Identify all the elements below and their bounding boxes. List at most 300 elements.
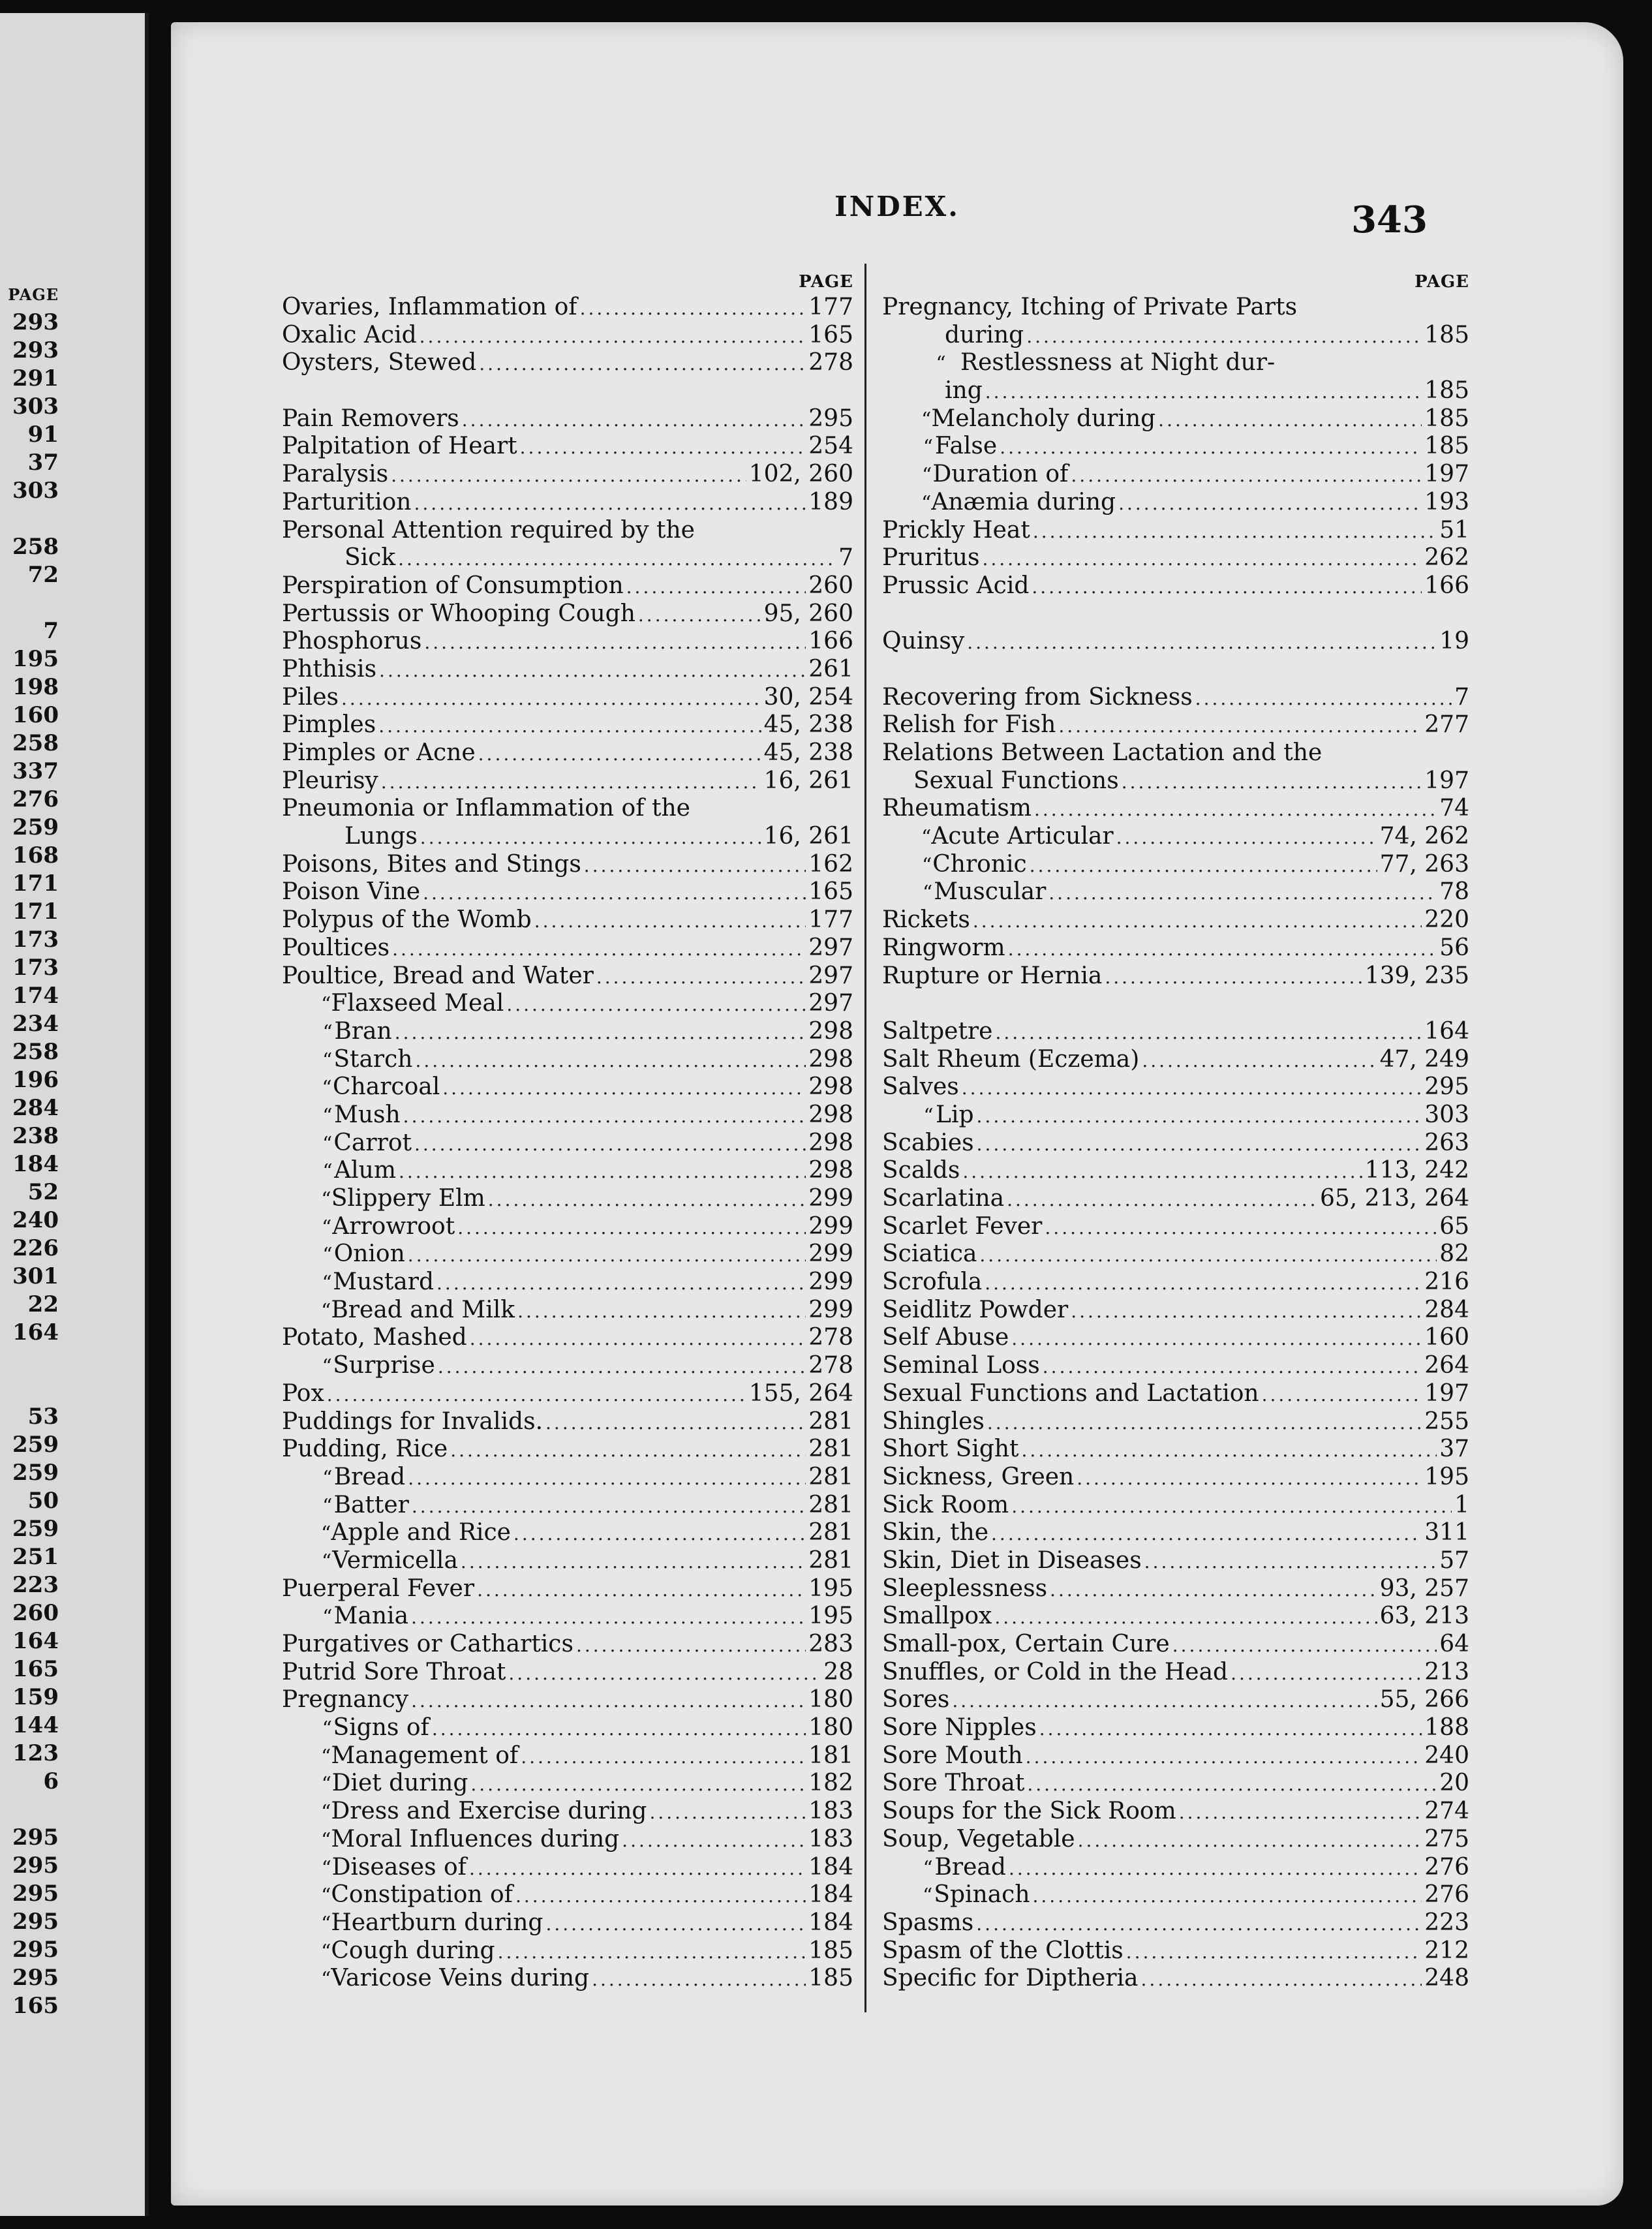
facing-page-number: 295 (12, 1852, 59, 1879)
leader-dots (976, 1911, 1422, 1939)
leader-dots (576, 1632, 806, 1660)
entry-page: 189 (808, 488, 853, 515)
leader-dots (596, 964, 806, 992)
entry-label: Sore Mouth (882, 1742, 1023, 1769)
leader-dots (1077, 1465, 1422, 1493)
entry-label: Scarlet Fever (882, 1212, 1043, 1240)
ditto-mark: “ (921, 826, 932, 850)
leader-dots (1071, 462, 1422, 490)
index-entry (282, 1464, 853, 1492)
leader-dots (545, 1409, 806, 1437)
leader-dots (982, 546, 1422, 574)
ditto-mark: “ (321, 993, 331, 1017)
leader-dots (399, 1158, 806, 1186)
leader-dots (979, 1242, 1437, 1270)
leader-dots (952, 1687, 1377, 1715)
entry-page: 180 (808, 1714, 853, 1742)
index-entry (282, 1742, 853, 1770)
index-entry (882, 1714, 1469, 1742)
entry-page: 298 (808, 1129, 853, 1156)
entry-page: 160 (1424, 1324, 1469, 1351)
leader-dots (403, 1103, 806, 1131)
ditto-mark: “ (321, 1522, 331, 1546)
leader-dots (521, 1744, 806, 1772)
entry-page: 45, 238 (763, 739, 853, 766)
leader-dots (1048, 880, 1437, 908)
entry-page: 56 (1439, 934, 1469, 961)
entry-page: 298 (808, 1101, 853, 1128)
facing-page-number: 198 (12, 674, 59, 700)
entry-page: 278 (808, 349, 853, 377)
index-entry (282, 1770, 853, 1798)
entry-page: 262 (1424, 544, 1469, 572)
index-entry (282, 767, 853, 795)
entry-label: Specific for Diptheria (882, 1965, 1139, 1992)
facing-page-number: 258 (12, 534, 59, 560)
entry-page: 197 (1424, 1379, 1469, 1407)
ditto-mark: “ (321, 1216, 332, 1239)
entry-label: Phthisis (282, 655, 377, 683)
leader-dots (534, 908, 806, 936)
facing-page-number: 295 (12, 1937, 59, 1963)
leader-dots (1058, 713, 1422, 741)
entry-page: 47, 249 (1379, 1045, 1469, 1073)
entry-page: 166 (808, 628, 853, 655)
entry-page: 298 (808, 1073, 853, 1101)
leader-dots (1008, 936, 1437, 964)
index-entry (882, 517, 1469, 545)
entry-label: Pruritus (882, 544, 980, 572)
index-entry (882, 1937, 1469, 1965)
entry-label: Poultices (282, 934, 390, 961)
entry-label: Pregnancy (282, 1686, 409, 1714)
index-entry (282, 628, 853, 656)
entry-label: Rickets (882, 906, 970, 934)
index-entry (282, 1492, 853, 1520)
index-entry (882, 906, 1469, 934)
leader-dots (508, 1660, 821, 1688)
index-entry (882, 544, 1469, 572)
ditto-mark: “ (322, 1077, 332, 1100)
leader-dots (1078, 1827, 1422, 1855)
entry-page: 164 (1424, 1017, 1469, 1045)
index-entry (882, 489, 1469, 517)
leader-dots (985, 378, 1422, 407)
entry-page: 165 (808, 878, 853, 906)
entry-label: Sexual Functions and Lactation (882, 1379, 1259, 1407)
leader-dots (478, 741, 761, 769)
index-entry (882, 1770, 1469, 1798)
entry-label: Piles (282, 683, 339, 711)
index-entry (882, 1965, 1469, 1993)
entry-label: Sore Throat (882, 1770, 1025, 1797)
leader-dots (450, 1437, 806, 1465)
leader-dots (977, 1103, 1422, 1131)
entry-page: 281 (808, 1463, 853, 1490)
index-entry (882, 767, 1469, 795)
leader-dots (469, 1855, 806, 1883)
leader-dots (1034, 796, 1437, 824)
entry-page: 7 (838, 544, 853, 572)
index-entry (882, 628, 1469, 656)
facing-page-number: 196 (12, 1067, 59, 1093)
entry-page: 16, 261 (763, 823, 853, 850)
facing-page-number: 6 (43, 1768, 59, 1794)
entry-page: 216 (1424, 1268, 1469, 1296)
entry-label: Poisons, Bites and Stings (282, 850, 581, 878)
entry-page: 37 (1439, 1436, 1469, 1463)
leader-dots (477, 1576, 806, 1605)
entry-page: 177 (808, 906, 853, 934)
leader-dots (392, 936, 806, 964)
index-entry (882, 377, 1469, 405)
index-entry (882, 1185, 1469, 1213)
index-entry (882, 1603, 1469, 1631)
entry-page: 295 (808, 405, 853, 432)
entry-label: Flaxseed Meal (331, 990, 504, 1017)
entry-label: Phosphorus (282, 628, 422, 655)
facing-page-number: 164 (12, 1628, 59, 1654)
entry-page: 223 (1424, 1909, 1469, 1936)
leader-dots (622, 1827, 806, 1855)
leader-dots (423, 880, 806, 908)
ditto-mark: “ (322, 1132, 333, 1156)
index-entry (282, 1631, 853, 1659)
entry-label: Oysters, Stewed (282, 349, 477, 377)
index-entry (882, 1547, 1469, 1575)
facing-page-number: 171 (12, 899, 59, 925)
entry-label: Personal Attention required by the (282, 516, 695, 544)
entry-label: Sick (344, 544, 396, 572)
entry-label: Management of (331, 1742, 519, 1769)
entry-label: Spasm of the Clottis (882, 1937, 1124, 1964)
index-entry (282, 489, 853, 517)
entry-label: Signs of (333, 1714, 429, 1742)
entry-label: Melancholy during (931, 405, 1156, 432)
entry-page: 276 (1424, 1881, 1469, 1909)
entry-page: 185 (1424, 405, 1469, 432)
index-entry (882, 405, 1469, 433)
facing-page-number: 144 (12, 1712, 59, 1738)
facing-page-number: 223 (12, 1572, 59, 1598)
entry-label: Soups for the Sick Room (882, 1798, 1176, 1825)
entry-page: 299 (808, 1212, 853, 1240)
leader-dots (1118, 490, 1422, 518)
entry-page: 30, 254 (763, 683, 853, 711)
facing-page-number (0, 1796, 59, 1824)
entry-label: Prussic Acid (882, 572, 1030, 599)
entry-label: Dress and Exercise during (331, 1798, 647, 1825)
index-entry (882, 1073, 1469, 1101)
ditto-mark: “ (321, 1773, 331, 1796)
leader-dots (1172, 1632, 1437, 1660)
entry-page: 184 (808, 1881, 853, 1909)
entry-label: Scarlatina (882, 1185, 1005, 1212)
ditto-mark: “ (322, 1466, 333, 1490)
entry-page: 162 (808, 850, 853, 878)
ditto-mark: “ (322, 1355, 332, 1379)
entry-label: Ringworm (882, 934, 1005, 961)
entry-label: Slippery Elm (331, 1185, 485, 1212)
ditto-mark: “ (322, 1021, 333, 1044)
leader-dots (1033, 1883, 1422, 1911)
leader-dots (442, 1075, 806, 1103)
index-entry (882, 1464, 1469, 1492)
index-entry (282, 990, 853, 1018)
facing-page-number: 72 (27, 562, 59, 588)
leader-dots (515, 1883, 806, 1911)
leader-dots (381, 769, 761, 797)
index-entry (882, 962, 1469, 991)
entry-page: 261 (808, 655, 853, 683)
entry-label: Chronic (932, 850, 1027, 878)
leader-dots (517, 1298, 806, 1326)
index-entry (282, 349, 853, 377)
entry-page: 295 (1424, 1073, 1469, 1101)
entry-label: ing (945, 377, 983, 405)
index-entry (282, 405, 853, 433)
entry-page: 281 (808, 1436, 853, 1463)
entry-page: 297 (808, 934, 853, 961)
entry-label: Shingles (882, 1407, 985, 1435)
index-entry (282, 1268, 853, 1297)
index-entry (282, 1213, 853, 1241)
entry-page: 177 (808, 294, 853, 320)
leader-dots (327, 1381, 746, 1409)
index-entry (882, 1631, 1469, 1659)
entry-label: Apple and Rice (331, 1519, 511, 1546)
index-entry (282, 1297, 853, 1325)
index-entry (882, 795, 1469, 823)
ditto-mark: “ (322, 1049, 333, 1072)
entry-page: 165 (808, 321, 853, 348)
entry-page: 77, 263 (1379, 850, 1469, 878)
entry-page: 195 (808, 1575, 853, 1602)
entry-page: 188 (1424, 1714, 1469, 1742)
facing-page-number: 238 (12, 1123, 59, 1149)
leader-dots (520, 434, 806, 462)
facing-page-number: 164 (12, 1319, 59, 1345)
entry-page: 183 (808, 1825, 853, 1852)
entry-label: Poultice, Bread and Water (282, 962, 594, 989)
index-entry (882, 1798, 1469, 1826)
entry-label: Parturition (282, 488, 412, 515)
entry-label: Self Abuse (882, 1324, 1009, 1351)
entry-label: Bread and Milk (331, 1296, 515, 1323)
entry-label: Skin, Diet in Diseases (882, 1546, 1142, 1574)
leader-dots (580, 295, 806, 323)
entry-label: Pimples or Acne (282, 739, 476, 766)
entry-label: Poison Vine (282, 878, 421, 906)
leader-dots (1122, 769, 1422, 797)
entry-label: Purgatives or Cathartics (282, 1631, 574, 1657)
entry-page: 298 (808, 1045, 853, 1073)
entry-page: 185 (1424, 377, 1469, 405)
entry-page: 166 (1424, 572, 1469, 599)
leader-dots (411, 1604, 806, 1632)
index-entry (282, 1352, 853, 1380)
facing-page-number: 259 (12, 814, 59, 840)
index-entry (882, 1436, 1469, 1464)
index-entry (882, 1826, 1469, 1854)
facing-page-number: 195 (12, 646, 59, 672)
index-entry (282, 1046, 853, 1074)
facing-page-number: 22 (27, 1291, 59, 1317)
facing-page-number: 234 (12, 1011, 59, 1037)
entry-page: 55, 266 (1379, 1686, 1469, 1714)
entry-page: 281 (808, 1491, 853, 1518)
entry-label: Small-pox, Certain Cure (882, 1631, 1170, 1657)
entry-page: 93, 257 (1379, 1575, 1469, 1602)
page-header-label: PAGE (799, 272, 853, 292)
entry-page: 65, 213, 264 (1319, 1185, 1469, 1212)
ditto-mark: “ (322, 1160, 333, 1184)
leader-dots (420, 824, 761, 852)
entry-label: Palpitation of Heart (282, 433, 517, 460)
leader-dots (479, 350, 806, 378)
ditto-mark: “ (922, 1884, 933, 1908)
leader-dots (432, 1715, 806, 1744)
leader-dots (506, 991, 806, 1019)
entry-label: Rupture or Hernia (882, 962, 1103, 989)
entry-label: Diseases of (331, 1853, 467, 1881)
index-entry (882, 934, 1469, 962)
index-entry (282, 294, 853, 322)
running-head: INDEX. (834, 191, 960, 223)
entry-page: 139, 235 (1364, 962, 1469, 989)
ditto-mark: “ (322, 1244, 333, 1267)
index-entry (282, 1519, 853, 1547)
facing-page-number: 165 (12, 1656, 59, 1682)
entry-label: Relish for Fish (882, 711, 1056, 739)
leader-dots (1026, 1744, 1422, 1772)
entry-label: Scabies (882, 1129, 974, 1156)
leader-dots (592, 1966, 806, 1994)
index-entry (282, 795, 853, 823)
facing-page-number: 184 (12, 1151, 59, 1177)
facing-page-number: 50 (27, 1488, 59, 1514)
index-column-left (282, 270, 853, 1993)
entry-page: 311 (1424, 1519, 1469, 1546)
index-spacer (882, 656, 1469, 684)
entry-label: Pudding, Rice (282, 1436, 448, 1463)
leader-dots (1011, 1493, 1452, 1521)
ditto-mark: “ (322, 1606, 333, 1629)
entry-page: 185 (808, 1937, 853, 1964)
entry-label: False (934, 433, 998, 460)
ditto-mark: “ (321, 1968, 331, 1991)
facing-page-number: 295 (12, 1965, 59, 1991)
leader-dots (1007, 1186, 1317, 1214)
entry-page: 284 (1424, 1296, 1469, 1323)
entry-page: 182 (808, 1770, 853, 1797)
leader-dots (420, 323, 806, 351)
entry-page: 298 (808, 1017, 853, 1045)
leader-dots (1158, 407, 1422, 435)
index-entry (882, 1519, 1469, 1547)
entry-page: 298 (808, 1157, 853, 1184)
leader-dots (1030, 852, 1377, 880)
leader-dots (416, 1047, 806, 1075)
index-entry (882, 684, 1469, 712)
entry-page: 180 (808, 1686, 853, 1714)
leader-dots (1027, 1771, 1437, 1799)
index-entry (282, 1826, 853, 1854)
entry-label: Diet during (331, 1770, 468, 1797)
index-entry (882, 1324, 1469, 1352)
entry-label: Starch (333, 1045, 413, 1073)
facing-page-number: 293 (12, 337, 59, 363)
index-entry (282, 572, 853, 600)
leader-dots (470, 1771, 806, 1799)
entry-page: 281 (808, 1519, 853, 1546)
ditto-mark: “ (322, 1717, 332, 1741)
index-entry (882, 1854, 1469, 1882)
ditto-mark: “ (922, 464, 932, 487)
index-spacer (882, 600, 1469, 628)
leader-dots (995, 1019, 1422, 1047)
facing-page-number: 53 (27, 1404, 59, 1430)
entry-page: 212 (1424, 1937, 1469, 1964)
index-page (171, 22, 1623, 2206)
entry-label: Seminal Loss (882, 1352, 1040, 1379)
facing-page-number: 7 (43, 618, 59, 644)
entry-page: 102, 260 (748, 461, 853, 488)
facing-page-number: 173 (12, 927, 59, 953)
index-entry (282, 962, 853, 991)
entry-label: Charcoal (333, 1073, 440, 1101)
entry-label: Potato, Mashed (282, 1324, 467, 1351)
entry-label: Rheumatism (882, 795, 1032, 822)
leader-dots (1026, 323, 1422, 351)
entry-label: Mustard (333, 1268, 435, 1296)
leader-dots (398, 546, 836, 574)
ditto-mark: “ (921, 491, 932, 515)
entry-page: 278 (808, 1324, 853, 1351)
entry-label: Pertussis or Whooping Cough (282, 600, 635, 627)
facing-page-number: 168 (12, 842, 59, 869)
entry-page: 303 (1424, 1101, 1469, 1128)
index-entry (282, 544, 853, 572)
entry-label: Oxalic Acid (282, 321, 417, 348)
facing-page-number: 303 (12, 478, 59, 504)
entry-label: Quinsy (882, 628, 965, 655)
entry-page: 254 (808, 433, 853, 460)
facing-page-header: PAGE (8, 285, 59, 304)
entry-page: 74, 262 (1379, 823, 1469, 850)
index-entry (882, 823, 1469, 851)
index-entry (282, 322, 853, 350)
entry-page: 195 (808, 1603, 853, 1630)
leader-dots (1126, 1939, 1422, 1967)
index-entry (882, 1297, 1469, 1325)
ditto-mark: “ (321, 1912, 331, 1935)
leader-dots (470, 1325, 806, 1353)
leader-dots (395, 1019, 806, 1047)
entry-label: Ovaries, Inflammation of (282, 294, 577, 320)
entry-page: 155, 264 (748, 1379, 853, 1407)
index-entry (882, 1018, 1469, 1046)
entry-page: 45, 238 (763, 711, 853, 739)
leader-dots (1179, 1799, 1422, 1827)
ditto-mark: “ (321, 1188, 331, 1211)
ditto-mark: “ (321, 1745, 331, 1768)
entry-label: Muscular (934, 878, 1047, 906)
facing-page-number: 171 (12, 870, 59, 897)
entry-page: 260 (808, 572, 853, 599)
leader-dots (498, 1939, 806, 1967)
facing-page-number (0, 589, 59, 617)
